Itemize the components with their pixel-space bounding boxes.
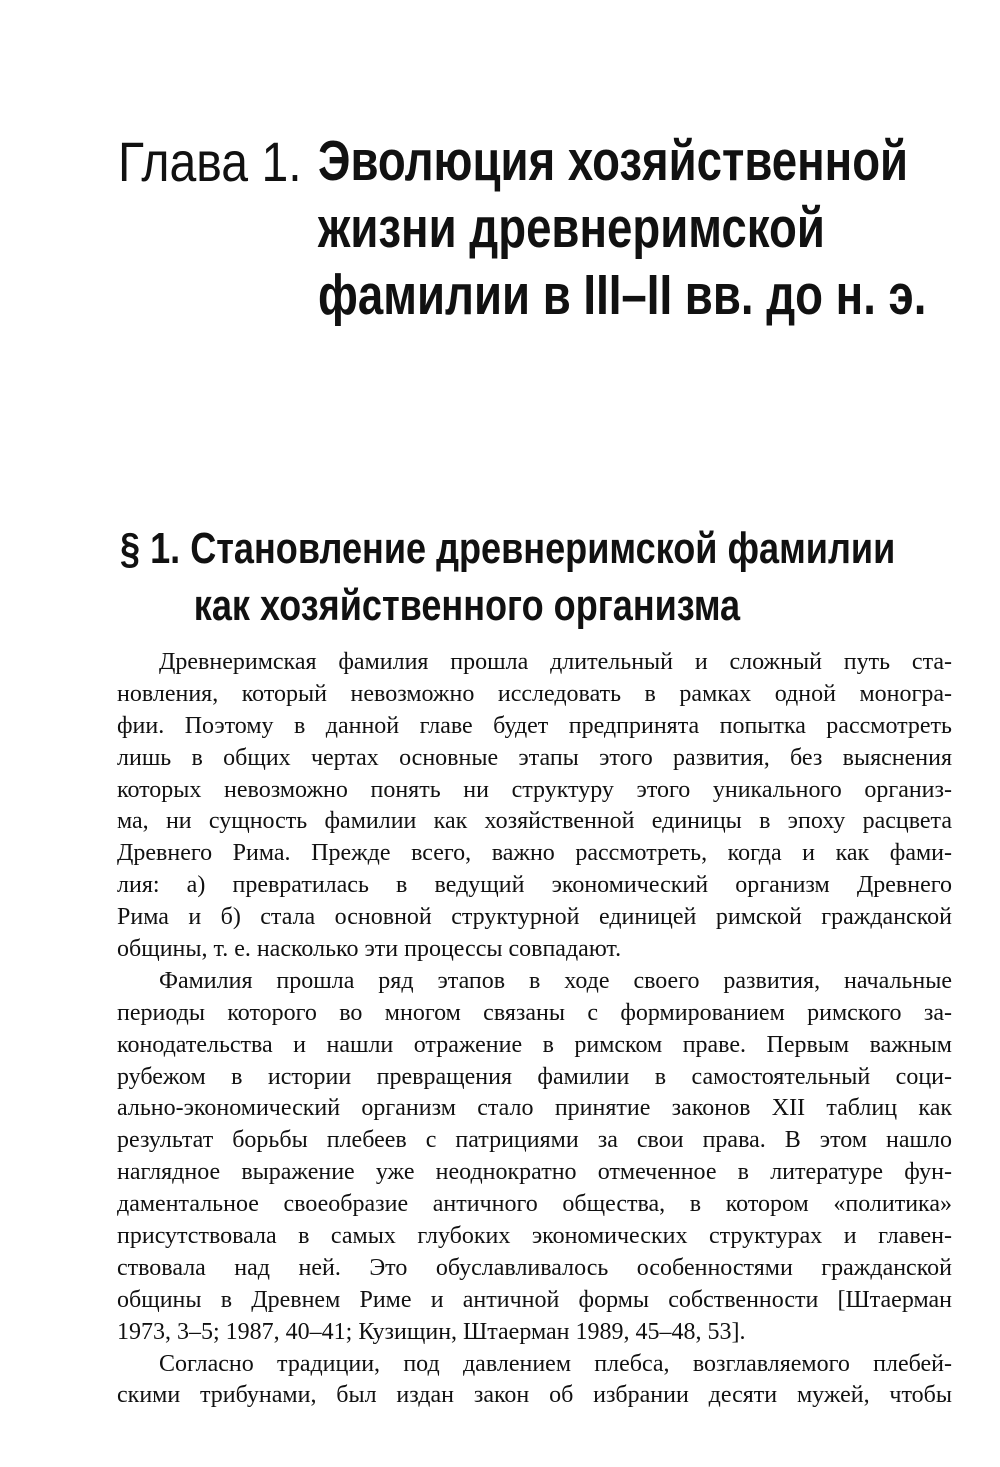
chapter-title-line: жизни древнеримской	[318, 196, 825, 260]
paragraph-line: наглядное выражение уже неоднократно отмеченное в литературе фун-	[117, 1159, 952, 1186]
paragraph-line: которых невозможно понять ни структуру этого уникального организ-	[117, 776, 952, 803]
chapter-heading	[118, 128, 1000, 329]
paragraph-line: общины, т. е. насколько эти процессы совпадают.	[117, 936, 622, 963]
paragraph-line: ма, ни сущность фамилии как хозяйственной единицы в эпоху расцвета	[117, 808, 952, 835]
paragraph-line: Рима и б) стала основной структурной единицей римской гражданской	[117, 904, 952, 931]
chapter-title-line: фамилии в III–II вв. до н. э.	[318, 263, 927, 327]
section-title-line: § 1. Становление древнеримской фамилии	[120, 524, 896, 573]
body-text	[117, 647, 952, 1412]
paragraph-line: Древнеримская фамилия прошла длительный и сложный путь ста-	[159, 649, 952, 675]
paragraph-line: лишь в общих чертах основные этапы этого развития, без выяснения	[117, 744, 952, 771]
paragraph-line: 1973, 3–5; 1987, 40–41; Кузищин, Штаерман 1989, 45–48, 53].	[117, 1318, 746, 1345]
paragraph-line: новления, который невозможно исследовать в рамках одной моногра-	[117, 680, 952, 707]
paragraph-line: результат борьбы плебеев с патрициями за свои права. В этом нашло	[117, 1127, 952, 1154]
paragraph-line: Согласно традиции, под давлением плебса, возглавляемого плебей-	[159, 1350, 952, 1377]
paragraph-line: даментальное своеобразие античного общества, в котором «политика»	[117, 1191, 952, 1218]
paragraph-line: скими трибунами, был издан закон об избрании десяти мужей, чтобы	[117, 1382, 952, 1409]
chapter-title-line: Эволюция хозяйственной	[318, 129, 909, 193]
paragraph-line: лия: а) превратилась в ведущий экономический организм Древнего	[117, 872, 952, 899]
paragraph-line: конодательства и нашли отражение в римском праве. Первым важным	[117, 1031, 952, 1058]
paragraph-line: рубежом в истории превращения фамилии в самостоятельный соци-	[117, 1063, 952, 1090]
section-heading	[120, 520, 895, 634]
paragraph-line: общины в Древнем Риме и античной формы собственности [Штаерман	[117, 1286, 952, 1313]
section-title-line: как хозяйственного организма	[193, 581, 741, 630]
paragraph-line: присутствовала в самых глубоких экономических структурах и главен-	[117, 1223, 952, 1250]
paragraph-line: фии. Поэтому в данной главе будет предпринята попытка рассмотреть	[117, 712, 952, 739]
paragraph-line: Фамилия прошла ряд этапов в ходе своего развития, начальные	[159, 967, 952, 994]
paragraph-line: периоды которого во многом связаны с формированием римского за-	[117, 999, 952, 1026]
chapter-title	[318, 128, 926, 329]
chapter-label: Глава 1.	[118, 130, 302, 193]
paragraph-line: ствовала над ней. Это обуславливалось особенностями гражданской	[117, 1254, 952, 1281]
paragraph-line: Древнего Рима. Прежде всего, важно рассмотреть, когда и как фами-	[117, 840, 952, 867]
paragraph-line: ально-экономический организм стало принятие законов XII таблиц как	[117, 1095, 952, 1122]
